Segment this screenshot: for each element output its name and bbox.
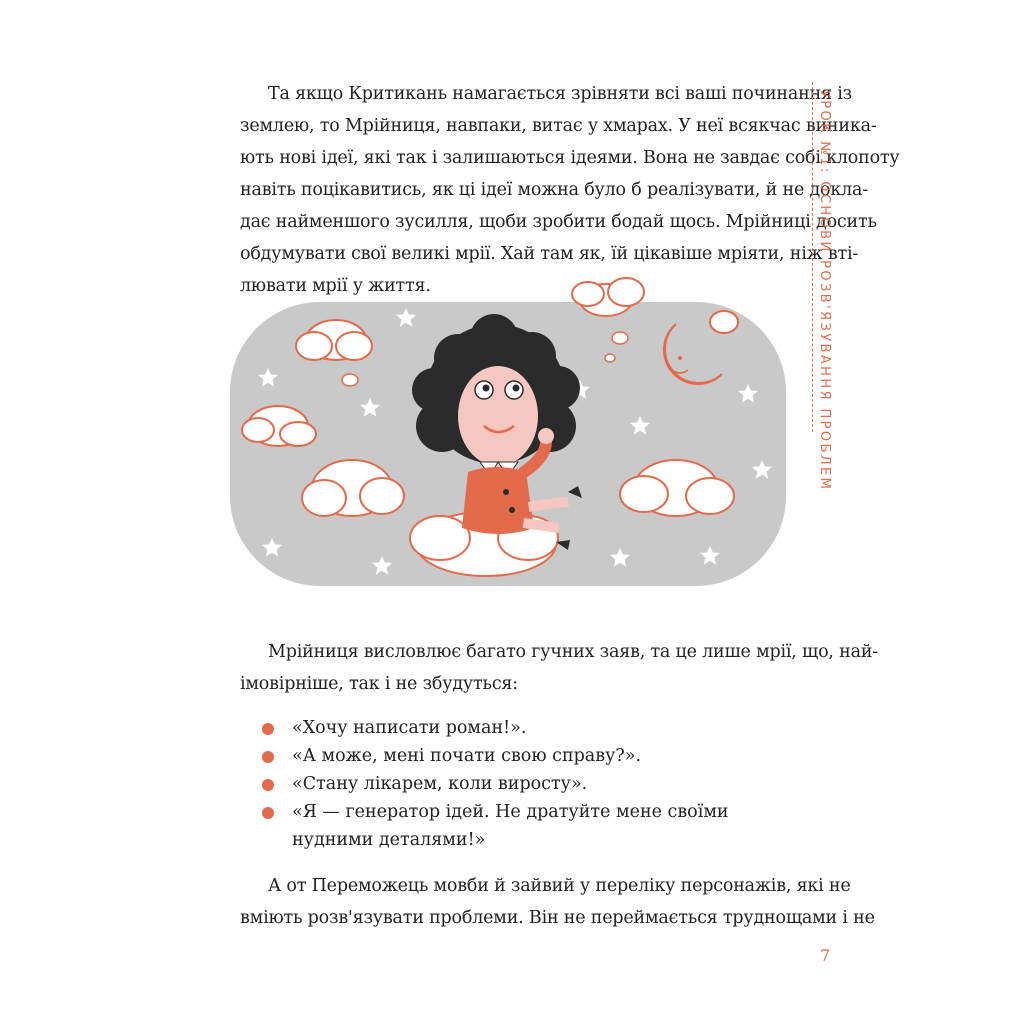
list-item: «А може, мені почати свою справу?». bbox=[262, 742, 782, 770]
text-line: імовірніше, так і не збудуться: bbox=[240, 674, 518, 694]
paragraph-3 bbox=[240, 870, 875, 934]
text-line: дає найменшого зусилля, щоби зробити бодай щось. Мрійниці досить bbox=[240, 212, 877, 232]
thought-bubble bbox=[342, 374, 358, 386]
text-line: А от Переможець мовби й зайвий у переліку персонажів, які не bbox=[268, 876, 851, 896]
thought-bubble bbox=[605, 354, 615, 362]
text-line: Та якщо Критикань намагається зрівняти всі ваші починання із bbox=[268, 84, 852, 104]
text-line: лювати мрії у життя. bbox=[240, 276, 431, 296]
cloud-small-right bbox=[710, 311, 738, 333]
dreamer-illustration bbox=[228, 266, 788, 596]
paragraph-2 bbox=[240, 636, 879, 700]
list-item: «Я — генератор ідей. Не дратуйте мене своїми нудними деталями!» bbox=[262, 798, 782, 854]
text-line: землею, то Мрійниця, навпаки, витає у хмарах. У неї всякчас виника- bbox=[240, 116, 877, 136]
bullet-dot-icon bbox=[262, 723, 274, 735]
text-line: навіть поцікавитись, як ці ідеї можна було б реалізувати, й не доклa- bbox=[240, 180, 868, 200]
bullet-dot-icon bbox=[262, 779, 274, 791]
list-item: «Стану лікарем, коли виросту». bbox=[262, 770, 782, 798]
text-line: Мрійниця висловлює багато гучних заяв, та це лише мрії, що, най- bbox=[268, 642, 879, 662]
chapter-running-title: УРОК №1: ОСНОВИ РОЗВ'ЯЗУВАННЯ ПРОБЛЕМ bbox=[817, 90, 832, 492]
quote-list bbox=[262, 714, 782, 854]
text-line: обдумувати свої великі мрії. Хай там як, їй цікавіше мріяти, ніж вті- bbox=[240, 244, 859, 264]
bullet-dot-icon bbox=[262, 751, 274, 763]
face bbox=[458, 366, 538, 466]
text-line: вміють розв'язувати проблеми. Він не переймається труднощами і не bbox=[240, 908, 875, 928]
bullet-dot-icon bbox=[262, 807, 274, 819]
thought-bubble bbox=[612, 332, 628, 344]
text-line: ють нові ідеї, які так і залишаються ідеями. Вона не завдає собі клопоту bbox=[240, 148, 900, 168]
list-item: «Хочу написати роман!». bbox=[262, 714, 782, 742]
page-number: 7 bbox=[820, 946, 831, 965]
